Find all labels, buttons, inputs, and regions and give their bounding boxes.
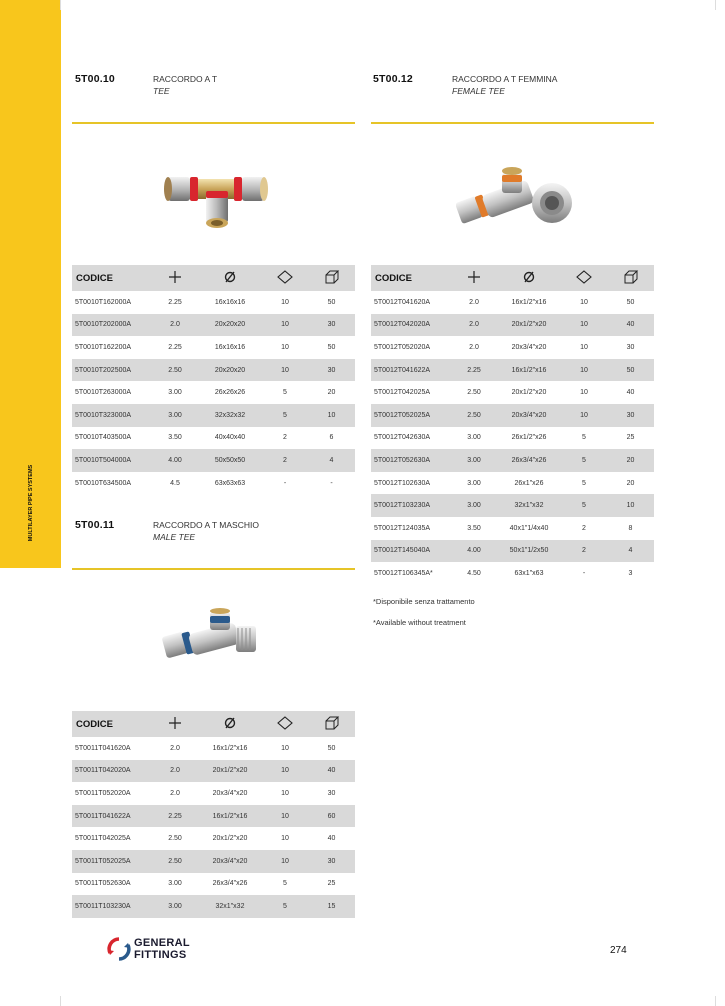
article-code: 5T0011T042025A	[75, 835, 131, 843]
table-row	[72, 381, 355, 404]
pack-qty: 10	[580, 298, 588, 306]
box-qty: 25	[626, 434, 635, 442]
yellow-rule	[72, 568, 355, 570]
article-code: 5T0011T052025A	[72, 850, 152, 873]
crop-mark	[60, 996, 71, 1006]
table-row	[72, 737, 355, 760]
thickness-value: 4.5	[170, 479, 180, 487]
box-qty: 10	[308, 404, 355, 427]
dimension-value: 16x16x16	[214, 298, 246, 306]
pack-qty: 10	[281, 744, 289, 752]
thickness-value: 2.25	[168, 343, 182, 351]
table-row	[72, 404, 355, 427]
box-qty: 50	[626, 298, 635, 306]
thickness-value: 2.0	[152, 314, 198, 337]
box-icon	[308, 265, 355, 291]
dimension-value: 20x1/2"x20	[497, 314, 561, 337]
dimension-value: 50x50x50	[198, 449, 262, 472]
diamond-icon	[262, 265, 308, 291]
box-qty: 4	[607, 540, 654, 563]
thickness-value: 2.0	[152, 760, 198, 783]
spec-table-tee	[72, 265, 355, 494]
table-row	[371, 359, 654, 382]
pack-qty: -	[283, 479, 287, 487]
box-qty: 25	[327, 880, 336, 888]
dimension-value: 20x20x20	[198, 314, 262, 337]
table-row	[72, 472, 355, 495]
table-row	[371, 472, 654, 495]
table-row	[72, 805, 355, 828]
pack-qty: 10	[580, 343, 588, 351]
table-row	[72, 359, 355, 382]
table-row	[72, 427, 355, 450]
box-qty: 30	[327, 789, 336, 797]
product-name-en: MALE TEE	[153, 532, 196, 542]
dimension-value: 16x1/2"x16	[511, 298, 547, 306]
thickness-value: 2.0	[469, 298, 479, 306]
box-qty: 40	[607, 314, 654, 337]
thickness-value: 2.50	[152, 359, 198, 382]
dimension-value: 50x1"1/2x50	[497, 540, 561, 563]
logo-text	[134, 937, 190, 961]
dimension-value: 20x3/4"x20	[511, 343, 547, 351]
dimension-value: 32x1"x32	[198, 895, 262, 918]
product-desc-female-tee	[452, 73, 557, 97]
pack-qty: 10	[262, 760, 308, 783]
dimension-value: 63x1"x63	[514, 569, 544, 577]
box-qty: -	[330, 479, 333, 487]
box-qty: 50	[607, 359, 654, 382]
article-code: 5T0011T052020A	[75, 789, 131, 797]
table-row	[371, 314, 654, 337]
thickness-value: 2.50	[451, 404, 497, 427]
box-icon	[607, 265, 654, 291]
crop-mark	[715, 996, 725, 1006]
article-code: 5T0012T042630A	[374, 434, 431, 442]
cross-icon	[451, 265, 497, 291]
dimension-value: 32x1"x32	[497, 494, 561, 517]
pack-qty: 5	[262, 404, 308, 427]
pack-qty: 5	[262, 895, 308, 918]
box-qty: 50	[327, 744, 336, 752]
thickness-value: 2.50	[168, 835, 182, 843]
logo-arrows-icon	[106, 936, 132, 962]
box-qty: 60	[308, 805, 355, 828]
pack-qty: 5	[283, 880, 287, 888]
thickness-value: 2.50	[467, 389, 481, 397]
pack-qty: 5	[582, 434, 586, 442]
pack-qty: 5	[582, 479, 586, 487]
thickness-value: 3.00	[152, 404, 198, 427]
box-qty: 40	[327, 835, 336, 843]
dimension-value: 16x1/2"x16	[198, 805, 262, 828]
article-code: 5T0012T052630A	[371, 449, 451, 472]
spec-table-female-tee	[371, 265, 654, 585]
thickness-value: 2.25	[168, 298, 182, 306]
dimension-value: 16x1/2"x16	[497, 359, 561, 382]
product-name-en: TEE	[153, 86, 170, 96]
product-desc-tee	[153, 73, 217, 97]
article-code: 5T0012T052020A	[374, 343, 431, 351]
table-row	[72, 760, 355, 783]
box-qty: 6	[329, 434, 334, 442]
box-qty: 30	[607, 404, 654, 427]
codice-header: CODICE	[72, 265, 152, 291]
pack-qty: 10	[561, 314, 607, 337]
box-qty: 8	[628, 524, 633, 532]
thickness-value: 2.25	[152, 805, 198, 828]
tee-fitting-photo	[160, 155, 272, 231]
pack-qty: 10	[281, 835, 289, 843]
thickness-value: 3.00	[168, 880, 182, 888]
table-row	[371, 291, 654, 314]
article-code: 5T0012T042025A	[374, 389, 431, 397]
table-row	[72, 850, 355, 873]
box-qty: 30	[626, 343, 635, 351]
dimension-value: 26x3/4"x26	[212, 880, 248, 888]
box-qty: 30	[308, 359, 355, 382]
table-row	[72, 314, 355, 337]
product-code-male-tee: 5T00.11	[75, 519, 115, 531]
box-qty: 15	[308, 895, 355, 918]
page-number: 274	[610, 945, 627, 956]
thickness-value: 3.50	[168, 434, 182, 442]
dimension-value: 40x40x40	[214, 434, 246, 442]
table-row	[371, 449, 654, 472]
pack-qty: 10	[561, 359, 607, 382]
product-desc-male-tee	[153, 519, 259, 543]
article-code: 5T0011T042020A	[72, 760, 152, 783]
box-icon	[308, 711, 355, 737]
dimension-value: 20x1/2"x20	[198, 760, 262, 783]
table-row	[72, 449, 355, 472]
pack-qty: 10	[281, 298, 289, 306]
thickness-value: 4.00	[152, 449, 198, 472]
article-code: 5T0012T042020A	[371, 314, 451, 337]
pack-qty: 2	[582, 524, 586, 532]
article-code: 5T0012T102630A	[374, 479, 431, 487]
cross-icon	[152, 265, 198, 291]
box-qty: 50	[327, 298, 336, 306]
table-row	[371, 404, 654, 427]
general-fittings-logo	[106, 936, 206, 964]
article-code: 5T0011T103230A	[72, 895, 152, 918]
dimension-value: 26x26x26	[214, 389, 246, 397]
article-code: 5T0010T202500A	[72, 359, 152, 382]
dimension-value: 26x3/4"x26	[497, 449, 561, 472]
pack-qty: 10	[262, 805, 308, 828]
article-code: 5T0010T634500A	[75, 479, 132, 487]
logo-line-2: FITTINGS	[134, 949, 187, 961]
pack-qty: 2	[262, 449, 308, 472]
article-code: 5T0011T052630A	[75, 880, 131, 888]
table-row	[371, 540, 654, 563]
article-code: 5T0012T145040A	[371, 540, 451, 563]
dimension-value: 20x3/4"x20	[198, 850, 262, 873]
product-code-tee: 5T00.10	[75, 73, 115, 85]
pack-qty: 5	[561, 494, 607, 517]
article-code: 5T0012T106345A*	[374, 569, 433, 577]
article-code: 5T0010T202000A	[72, 314, 152, 337]
dimension-value: 20x3/4"x20	[212, 789, 248, 797]
sidebar-label: MULTILAYER PIPE SYSTEMS	[27, 464, 34, 542]
dimension-value: 32x32x32	[198, 404, 262, 427]
product-name-en: FEMALE TEE	[452, 86, 505, 96]
pack-qty: -	[582, 569, 586, 577]
thickness-value: 3.50	[467, 524, 481, 532]
table-row	[72, 782, 355, 805]
pack-qty: 10	[281, 789, 289, 797]
note-italian: *Disponibile senza trattamento	[373, 597, 475, 606]
dimension-value: 16x16x16	[214, 343, 246, 351]
yellow-rule	[371, 122, 654, 124]
pack-qty: 10	[561, 404, 607, 427]
crop-mark	[715, 0, 725, 10]
thickness-value: 2.0	[469, 343, 479, 351]
box-qty: 40	[308, 760, 355, 783]
dimension-value: 63x63x63	[214, 479, 246, 487]
article-code: 5T0010T504000A	[72, 449, 152, 472]
pack-qty: 10	[262, 314, 308, 337]
dimension-value: 16x1/2"x16	[212, 744, 248, 752]
table-row	[72, 873, 355, 896]
pack-qty: 10	[281, 343, 289, 351]
article-code: 5T0010T162200A	[75, 343, 132, 351]
box-qty: 30	[308, 314, 355, 337]
diamond-icon	[561, 265, 607, 291]
dimension-value: 20x3/4"x20	[497, 404, 561, 427]
table-row	[72, 827, 355, 850]
pack-qty: 5	[561, 449, 607, 472]
diameter-icon	[198, 711, 262, 737]
box-qty: 20	[626, 479, 635, 487]
yellow-rule	[72, 122, 355, 124]
table-row	[371, 336, 654, 359]
thickness-value: 2.0	[170, 744, 180, 752]
female-tee-fitting-photo	[456, 165, 580, 229]
box-qty: 40	[626, 389, 635, 397]
article-code: 5T0011T041622A	[72, 805, 152, 828]
table-row	[371, 562, 654, 585]
article-code: 5T0012T103230A	[371, 494, 451, 517]
table-row	[371, 427, 654, 450]
table-row	[72, 336, 355, 359]
box-qty: 30	[308, 850, 355, 873]
article-code: 5T0010T263000A	[75, 389, 132, 397]
table-row	[371, 494, 654, 517]
table-row	[371, 517, 654, 540]
dimension-value: 40x1"1/4x40	[509, 524, 549, 532]
pack-qty: 5	[283, 389, 287, 397]
codice-header: CODICE	[371, 265, 451, 291]
article-code: 5T0012T041622A	[371, 359, 451, 382]
thickness-value: 3.00	[467, 479, 481, 487]
thickness-value: 3.00	[152, 895, 198, 918]
codice-header: CODICE	[72, 711, 152, 737]
crop-mark	[60, 0, 71, 10]
logo-line-1: GENERAL	[134, 937, 190, 949]
article-code: 5T0011T041620A	[75, 744, 131, 752]
box-qty: 4	[308, 449, 355, 472]
dimension-value: 20x1/2"x20	[511, 389, 547, 397]
note-english: *Available without treatment	[373, 618, 466, 627]
table-row	[72, 895, 355, 918]
thickness-value: 3.00	[467, 434, 481, 442]
cross-icon	[152, 711, 198, 737]
thickness-value: 3.00	[451, 494, 497, 517]
box-qty: 10	[607, 494, 654, 517]
thickness-value: 2.0	[170, 789, 180, 797]
pack-qty: 10	[580, 389, 588, 397]
box-qty: 20	[607, 449, 654, 472]
box-qty: 20	[327, 389, 336, 397]
article-code: 5T0010T323000A	[72, 404, 152, 427]
diamond-icon	[262, 711, 308, 737]
article-code: 5T0012T041620A	[374, 298, 431, 306]
dimension-value: 20x1/2"x20	[212, 835, 248, 843]
dimension-value: 26x1"x26	[514, 479, 544, 487]
male-tee-fitting-photo	[160, 608, 264, 672]
pack-qty: 10	[262, 359, 308, 382]
spec-table-male-tee	[72, 711, 355, 918]
table-row	[371, 381, 654, 404]
table-header-row	[371, 265, 654, 291]
product-name-it: RACCORDO A T MASCHIO	[153, 520, 259, 530]
product-name-it: RACCORDO A T FEMMINA	[452, 74, 558, 84]
article-code: 5T0012T052025A	[371, 404, 451, 427]
product-code-female-tee: 5T00.12	[373, 73, 413, 85]
product-name-it: RACCORDO A T	[153, 74, 218, 84]
diameter-icon	[497, 265, 561, 291]
table-row	[72, 291, 355, 314]
thickness-value: 4.00	[451, 540, 497, 563]
pack-qty: 10	[262, 850, 308, 873]
article-code: 5T0010T162000A	[75, 298, 132, 306]
dimension-value: 20x20x20	[198, 359, 262, 382]
thickness-value: 2.50	[152, 850, 198, 873]
thickness-value: 3.00	[451, 449, 497, 472]
pack-qty: 2	[283, 434, 287, 442]
diameter-icon	[198, 265, 262, 291]
box-qty: 50	[327, 343, 336, 351]
thickness-value: 2.0	[451, 314, 497, 337]
dimension-value: 26x1/2"x26	[511, 434, 547, 442]
thickness-value: 2.25	[451, 359, 497, 382]
article-code: 5T0012T124035A	[374, 524, 431, 532]
thickness-value: 3.00	[168, 389, 182, 397]
table-header-row	[72, 711, 355, 737]
pack-qty: 2	[561, 540, 607, 563]
box-qty: 3	[628, 569, 633, 577]
article-code: 5T0010T403500A	[75, 434, 132, 442]
thickness-value: 4.50	[467, 569, 481, 577]
table-header-row	[72, 265, 355, 291]
